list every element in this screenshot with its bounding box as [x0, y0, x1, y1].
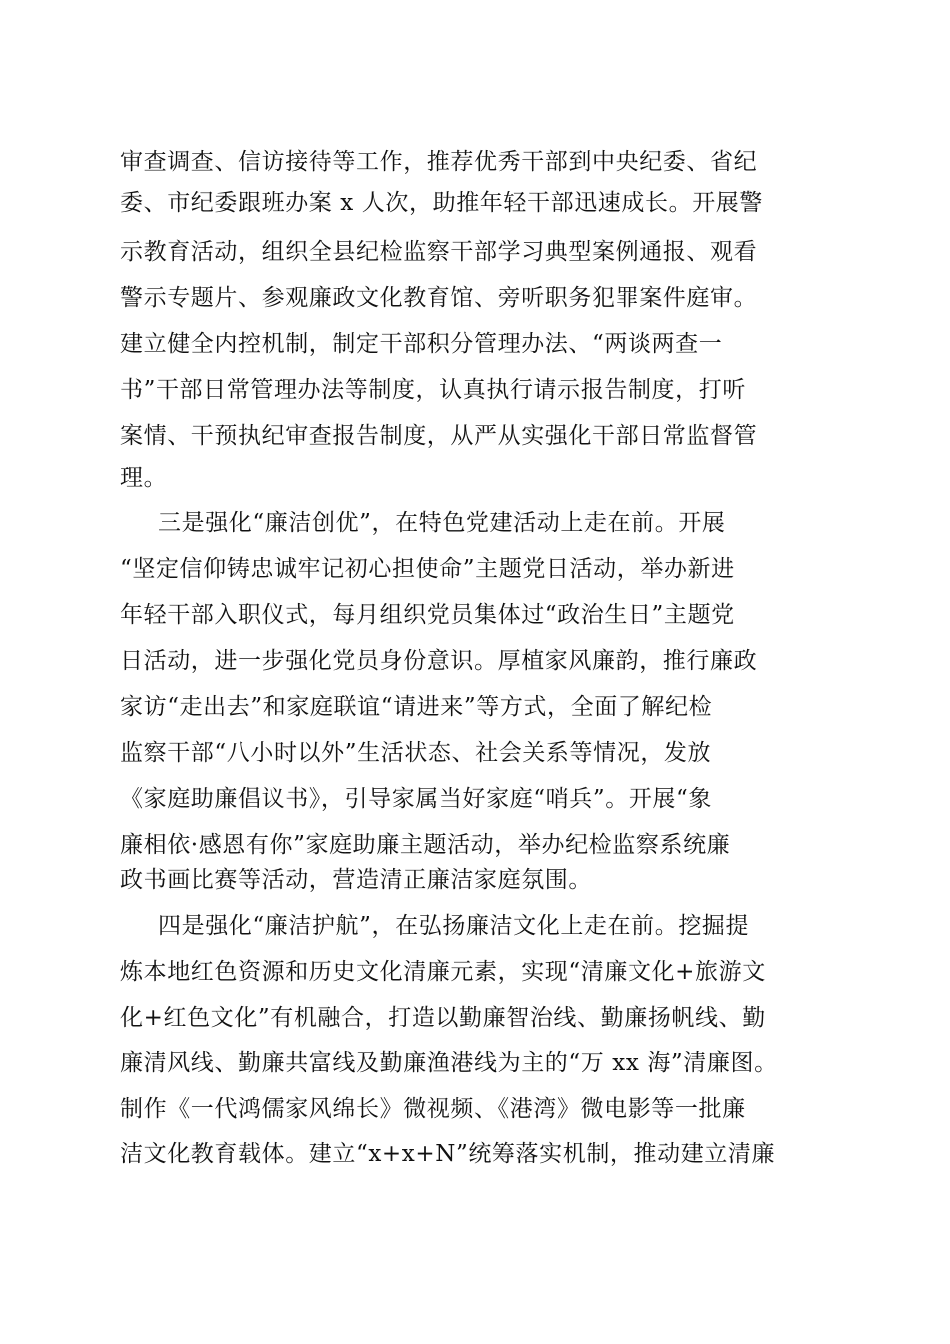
paragraph-4-start: 四是强化“廉洁护航”，在弘扬廉洁文化上走在前。挖掘提	[158, 913, 750, 939]
text-line-4: 警示专题片、参观廉政文化教育馆、旁听职务犯罪案件庭审。	[120, 285, 758, 311]
text-line-15: 《家庭助廉倡议书》，引导家属当好家庭“哨兵”。开展“象	[120, 786, 712, 812]
text-line-10: “坚定信仰铸忠诚牢记初心担使命”主题党日活动，举办新进	[120, 556, 735, 582]
text-line-23: 洁文化教育载体。建立“x+x+N”统筹落实机制，推动建立清廉	[120, 1141, 776, 1167]
text-line-3: 示教育活动，组织全县纪检监察干部学习典型案例通报、观看	[120, 239, 758, 265]
text-line-6: 书”干部日常管理办法等制度，认真执行请示报告制度，打听	[120, 377, 746, 403]
text-line-12: 日活动，进一步强化党员身份意识。厚植家风廉韵，推行廉政	[120, 648, 758, 674]
text-line-7: 案情、干预执纪审查报告制度，从严从实强化干部日常监督管	[120, 423, 758, 449]
text-line-19: 炼本地红色资源和历史文化清廉元素，实现“清廉文化+旅游文	[120, 959, 766, 985]
text-line-5: 建立健全内控机制，制定干部积分管理办法、“两谈两查一	[120, 331, 723, 357]
text-line-16: 廉相依·感恩有你”家庭助廉主题活动，举办纪检监察系统廉	[120, 832, 731, 858]
text-line-21: 廉清风线、勤廉共富线及勤廉渔港线为主的“万 xx 海”清廉图。	[120, 1050, 778, 1076]
text-line-14: 监察干部“八小时以外”生活状态、社会关系等情况，发放	[120, 740, 712, 766]
text-line-13: 家访“走出去”和家庭联谊“请进来”等方式，全面了解纪检	[120, 694, 713, 720]
paragraph-3-start: 三是强化“廉洁创优”，在特色党建活动上走在前。开展	[158, 510, 726, 536]
text-line-17: 政书画比赛等活动，营造清正廉洁家庭氛围。	[120, 867, 592, 893]
text-line-20: 化+红色文化”有机融合，打造以勤廉智治线、勤廉扬帆线、勤	[120, 1005, 766, 1031]
text-line-2: 委、市纪委跟班办案 x 人次，助推年轻干部迅速成长。开展警	[120, 190, 763, 216]
text-line-22: 制作《一代鸿儒家风绵长》微视频、《港湾》微电影等一批廉	[120, 1096, 746, 1122]
text-line-8: 理。	[120, 465, 168, 491]
text-line-1: 审查调查、信访接待等工作，推荐优秀干部到中央纪委、省纪	[120, 149, 758, 175]
text-line-11: 年轻干部入职仪式，每月组织党员集体过“政治生日”主题党	[120, 602, 735, 628]
